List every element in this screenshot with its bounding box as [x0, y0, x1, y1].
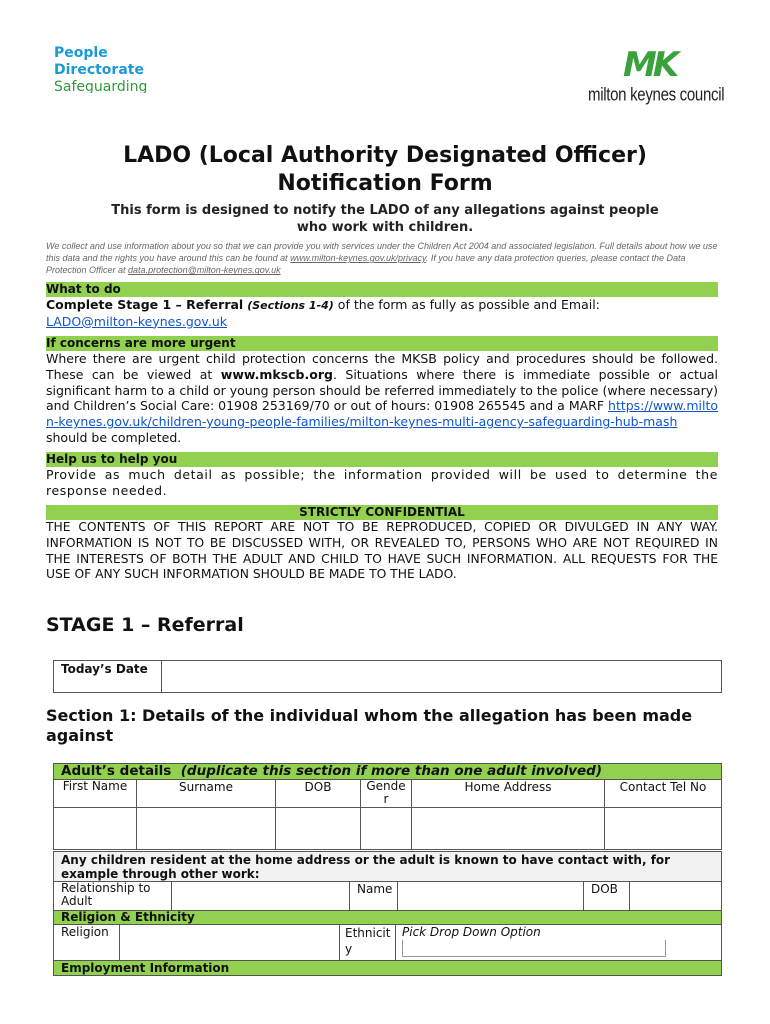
adult-details-note: (duplicate this section if more than one adult involved): [180, 763, 602, 779]
council-logo: [588, 40, 725, 110]
relationship-label: Relationship to Adult: [54, 882, 172, 912]
col-home-address: Home Address: [412, 780, 605, 808]
todays-date-field[interactable]: [162, 661, 722, 693]
directorate-line-2: Directorate: [54, 62, 144, 78]
confidential-text: THE CONTENTS OF THIS REPORT ARE NOT TO BE REPRODUCED, COPIED OR DIVULGED IN ANY WAY. INFORMATION IS NOT TO BE DISCUSSED WITH, OR REVEALED TO, PERSONS WHO ARE NOT REQUIRED IN THE INTERESTS OF BOTH THE ADULT AND CHILD TO HAVE SUCH INFORMATION. ALL REQUESTS FOR THE USE OF ANY SUCH INFORMATION SHOULD BE MADE TO THE LADO.: [46, 520, 718, 582]
what-to-do-heading: What to do: [46, 282, 718, 297]
col-gender: Gender: [361, 780, 412, 808]
council-name: milton keynes council: [588, 84, 725, 106]
col-dob: DOB: [276, 780, 361, 808]
directorate-label: [54, 45, 147, 93]
subtitle-line-2: who work with children.: [296, 220, 474, 235]
todays-date-table: [53, 660, 722, 693]
urgent-text: [46, 351, 718, 446]
col-surname: Surname: [137, 780, 276, 808]
adult-details-label: Adult’s details: [61, 763, 172, 779]
adult-details-header: [54, 764, 722, 780]
subtitle-line-1: This form is designed to notify the LADO of any allegations against people: [111, 203, 659, 218]
col-contact-tel: Contact Tel No: [605, 780, 722, 808]
children-label: Any children resident at the home address or the adult is known to have contact with, for example through other work:: [54, 852, 722, 882]
urgent-text-3: should be completed.: [46, 429, 182, 445]
page-title: [40, 142, 730, 198]
mk-logo-icon: [588, 40, 713, 85]
religion-ethnicity-heading: Religion & Ethnicity: [54, 911, 722, 925]
religion-label: Religion: [54, 925, 120, 961]
name-label: Name: [350, 882, 398, 912]
child-dob-field[interactable]: [630, 882, 722, 912]
urgent-heading: If concerns are more urgent: [46, 336, 718, 351]
directorate-line-1: People: [54, 45, 108, 61]
religion-field[interactable]: [120, 925, 340, 961]
mash-link[interactable]: https://www.milton-keynes.gov.uk/children-young-people-families/milton-keynes-multi-agency-safeguarding-hub-mash: [46, 398, 718, 430]
first-name-field[interactable]: [54, 808, 137, 850]
stage-1-heading: STAGE 1 – Referral: [46, 614, 244, 636]
employment-heading: Employment Information: [54, 961, 722, 976]
privacy-notice: [46, 240, 718, 277]
gender-field[interactable]: [361, 808, 412, 850]
what-to-do-bold: Complete Stage 1 – Referral: [46, 297, 244, 312]
title-line-2: Notification Form: [277, 171, 493, 196]
urgent-text-2: . Situations where there is immediate possible or actual significant harm to a child or young person should be referred immediately to the police (where necessary) and Children’s Social Care: 01908 253169/70 or out of hours: 01908 265545 and a MARF: [46, 366, 718, 414]
what-to-do-rest: of the form as fully as possible and Email:: [333, 297, 600, 312]
urgent-text-1: Where there are urgent child protection concerns the MKSB policy and procedures should be followed. These can be viewed at: [46, 351, 718, 382]
religion-table: [53, 910, 722, 976]
title-line-1: LADO (Local Authority Designated Officer): [123, 143, 647, 168]
privacy-text-2: . If you have any data protection queries, please contact the Data Protection Officer at: [46, 253, 686, 276]
privacy-link[interactable]: www.milton-keynes.gov.uk/privacy: [290, 253, 426, 264]
confidential-heading: STRICTLY CONFIDENTIAL: [46, 505, 718, 520]
contact-tel-field[interactable]: [605, 808, 722, 850]
help-text: Provide as much detail as possible; the information provided will be used to determine the response needed.: [46, 467, 718, 498]
ethnicity-select-box[interactable]: [402, 940, 666, 957]
what-to-do-sections: (Sections 1-4): [247, 299, 334, 312]
page-subtitle: [40, 202, 730, 236]
ethnicity-placeholder: Pick Drop Down Option: [402, 925, 541, 939]
data-protection-email-link[interactable]: data.protection@milton-keynes.gov.uk: [128, 265, 281, 276]
ethnicity-label: Ethnicity: [340, 925, 396, 961]
adult-details-table: [53, 763, 722, 850]
mk-logo-mark: MK: [623, 45, 676, 85]
col-first-name: First Name: [54, 780, 137, 808]
surname-field[interactable]: [137, 808, 276, 850]
ethnicity-dropdown[interactable]: [396, 925, 722, 961]
child-name-field[interactable]: [398, 882, 584, 912]
children-table: [53, 851, 722, 912]
todays-date-label: Today’s Date: [54, 661, 162, 693]
section-1-heading: Section 1: Details of the individual whom the allegation has been made against: [46, 706, 693, 745]
dob-field[interactable]: [276, 808, 361, 850]
lado-email-link[interactable]: LADO@milton-keynes.gov.uk: [46, 313, 227, 329]
mkscb-site: www.mkscb.org: [220, 366, 333, 382]
relationship-field[interactable]: [172, 882, 350, 912]
what-to-do-text: [46, 297, 718, 330]
help-heading: Help us to help you: [46, 452, 718, 467]
privacy-text-1: We collect and use information about you so that we can provide you with services under the Children Act 2004 and associated legislation. Full details about how we use this data and the rights you have around this can be found at: [46, 241, 718, 264]
directorate-line-3: Safeguarding: [54, 79, 148, 93]
child-dob-label: DOB: [584, 882, 630, 912]
home-address-field[interactable]: [412, 808, 605, 850]
